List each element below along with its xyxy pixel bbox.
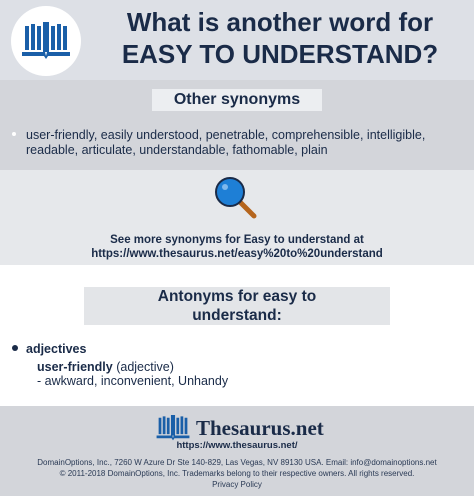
footer-address: DomainOptions, Inc., 7260 W Azure Dr Ste 140-829, Las Vegas, NV 89130 USA. Email: info@domainoptions.net [37,458,437,467]
page-title [100,6,460,70]
more-line-1: See more synonyms for Easy to understand at [110,234,364,246]
synonyms-list: user-friendly, easily understood, penetrable, comprehensible, intelligible, readable, articulate, understandable, fathomable, plain [26,128,426,157]
synonyms-section [0,80,474,170]
more-synonyms-text[interactable] [0,233,474,261]
antonyms-list: - awkward, inconvenient, Unhandy [37,374,229,388]
footer-brand[interactable] [155,415,324,441]
bullet-icon [12,132,16,136]
antonyms-heading-line-2: understand: [192,307,282,324]
site-logo[interactable] [11,6,81,76]
antonym-word[interactable]: user-friendly [37,360,113,374]
bullet-icon [12,345,18,351]
header [0,0,474,80]
antonym-word-pos: (adjective) [116,360,174,374]
antonym-entry [37,360,174,374]
footer-copyright: © 2011-2018 DomainOptions, Inc. Trademarks belong to their respective owners. All rights reserved. [59,469,415,478]
title-line-2: EASY TO UNDERSTAND? [121,39,439,69]
part-of-speech: adjectives [26,342,87,356]
book-logo-icon [155,415,191,441]
magnifier-icon [214,176,260,222]
synonyms-heading: Other synonyms [152,89,322,111]
footer [0,406,474,496]
antonyms-heading [84,287,390,325]
privacy-policy-link[interactable]: Privacy Policy [212,480,262,489]
antonyms-heading-line-1: Antonyms for easy to [157,288,317,305]
more-link[interactable]: https://www.thesaurus.net/easy%20to%20understand [91,248,383,260]
footer-url[interactable]: https://www.thesaurus.net/ [176,440,298,451]
more-synonyms-section [0,170,474,265]
title-line-1: What is another word for [126,7,434,37]
book-logo-icon [21,22,71,60]
footer-brand-name: Thesaurus.net [196,415,324,440]
